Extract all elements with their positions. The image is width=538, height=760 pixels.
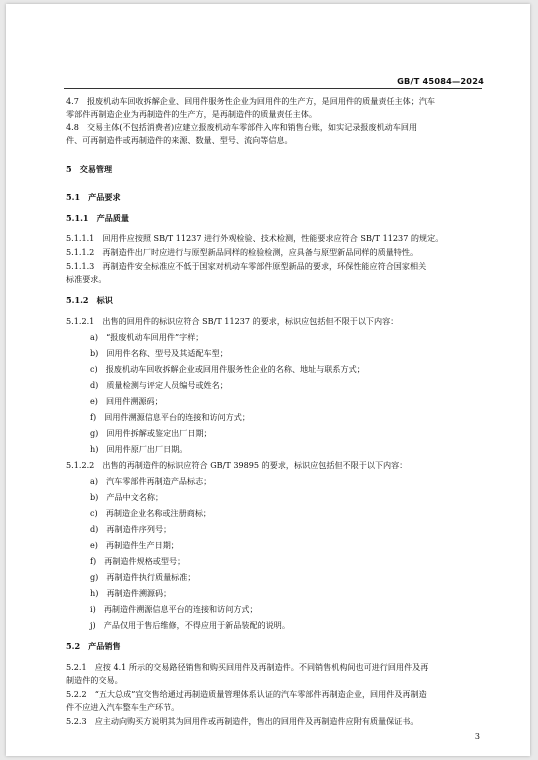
clause-5-1-2-2: 5.1.2.2 出售的再制造件的标识应符合 GB/T 39895 的要求，标识应包括但不限于以下内容： xyxy=(66,460,408,470)
clause-5-1-2-1: 5.1.2.1 出售的回用件的标识应符合 SB/T 11237 的要求，标识应包括但不限于以下内容： xyxy=(66,316,399,326)
list-item: h) 再制造件溯源码； xyxy=(90,588,172,598)
list-item: c) 再制造企业名称或注册商标； xyxy=(90,508,212,518)
list-item: b) 产品中文名称； xyxy=(90,492,164,502)
list-item: i) 再制造件溯源信息平台的连接和访问方式； xyxy=(90,604,258,614)
section-5-2-heading: 5.2 产品销售 xyxy=(66,641,121,651)
list-item: e) 回用件溯源码； xyxy=(90,396,163,406)
clause-5-2-1-line-1: 5.2.1 应按 4.1 所示的交易路径销售和购买回用件及再制造件。不同销售机构间也可进行回用件及再 xyxy=(66,662,429,672)
section-5-1-1-heading: 5.1.1 产品质量 xyxy=(66,213,129,223)
list-item: f) 回用件溯源信息平台的连接和访问方式； xyxy=(90,412,250,422)
clause-5-1-1-1: 5.1.1.1 回用件应按照 SB/T 11237 进行外观检验、技术检测，性能要求应符合 SB/T 11237 的规定。 xyxy=(66,233,444,243)
section-5-1-heading: 5.1 产品要求 xyxy=(66,192,121,202)
clause-5-1-1-3-line-1: 5.1.1.3 再制造件安全标准应不低于国家对机动车零部件原型新品的要求，环保性能应符合国家相关 xyxy=(66,261,427,271)
list-item: j) 产品仅用于售后维修，不得应用于新品装配的说明。 xyxy=(90,620,290,630)
standard-code: GB/T 45084—2024 xyxy=(397,76,484,86)
clause-4-7-line-1: 4.7 报废机动车回收拆解企业、回用件服务性企业为回用件的生产方，是回用件的质量责任主体；汽车 xyxy=(66,96,436,106)
header-rule xyxy=(64,88,482,89)
section-5-1-2-heading: 5.1.2 标识 xyxy=(66,295,113,305)
list-item: e) 再制造件生产日期； xyxy=(90,540,179,550)
clause-5-2-2-line-2: 件不应进入汽车整车生产环节。 xyxy=(66,702,180,712)
page-number: 3 xyxy=(474,732,480,741)
document-page xyxy=(6,4,530,756)
clause-4-8-line-1: 4.8 交易主体(不包括消费者)应建立报废机动车零部件入库和销售台账，如实记录报废机动车回用 xyxy=(66,122,418,132)
clause-4-7-line-2: 零部件再制造企业为再制造件的生产方，是再制造件的质量责任主体。 xyxy=(66,109,317,119)
clause-5-1-1-2: 5.1.1.2 再制造件出厂时应进行与原型新品同样的检验检测，应具备与原型新品同样的质量特性。 xyxy=(66,247,419,257)
list-item: h) 回用件原厂出厂日期。 xyxy=(90,444,188,454)
list-item: g) 回用件拆解或鉴定出厂日期； xyxy=(90,428,212,438)
list-item: g) 再制造件执行质量标准； xyxy=(90,572,196,582)
clause-5-2-1-line-2: 制造件的交易。 xyxy=(66,675,123,685)
list-item: a) 汽车零部件再制造产品标志； xyxy=(90,476,212,486)
list-item: c) 报废机动车回收拆解企业或回用件服务性企业的名称、地址与联系方式； xyxy=(90,364,365,374)
clause-4-8-line-2: 件、可再制造件或再制造件的来源、数量、型号、流向等信息。 xyxy=(66,135,293,145)
list-item: a) “报废机动车回用件”字样； xyxy=(90,332,204,342)
list-item: d) 再制造件序列号； xyxy=(90,524,172,534)
clause-5-2-3: 5.2.3 应主动向购买方说明其为回用件或再制造件，售出的回用件及再制造件应附有质量保证书。 xyxy=(66,716,419,726)
list-item: f) 再制造件规格或型号； xyxy=(90,556,186,566)
section-5-heading: 5 交易管理 xyxy=(66,164,113,174)
clause-5-1-1-3-line-2: 标准要求。 xyxy=(66,274,107,284)
list-item: d) 质量检测与评定人员编号或姓名； xyxy=(90,380,228,390)
list-item: b) 回用件名称、型号及其适配车型； xyxy=(90,348,228,358)
clause-5-2-2-line-1: 5.2.2 “五大总成”宜交售给通过再制造质量管理体系认证的汽车零部件再制造企业，回用件及再制造 xyxy=(66,689,427,699)
